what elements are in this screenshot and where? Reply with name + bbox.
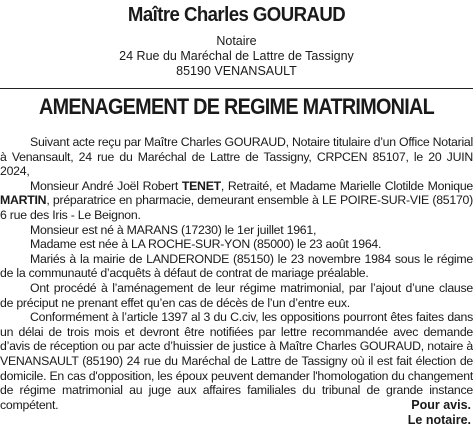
paragraph-marriage: Mariés à la mairie de LANDERONDE (85150) le 23 novembre 1984 sous le régime de la communauté d’acquêts à défaut de contrat de mariage préalable. xyxy=(0,251,473,281)
parties-text-2: , Retraité, et Madame Marielle Clotilde Monique xyxy=(220,178,473,193)
paragraph-deed: Suivant acte reçu par Maître Charles GOURAUD, Notaire titulaire d’un Office Notarial à Venansault, 24 rue du Maréchal de Lattre de Tassigny, CRPCEN 85107, le 20 JUIN 2024, xyxy=(0,135,473,179)
notary-title: Notaire xyxy=(216,34,257,48)
parties-text-1: Monsieur André Joël Robert xyxy=(30,178,182,193)
husband-surname: TENET xyxy=(181,178,221,193)
paragraph-opposition: Conformément à l’article 1397 al 3 du C.civ, les oppositions pourront êtes faites dans un délai de trois mois et devront être notifiées par lettre recommandée avec demande d’avis de réception ou par acte d’huissier de justice à Maître Charles GOURAUD, notaire à VENANSAULT (85190) 24 rue du Maréchal de Lattre de Tassigny où il est fait élection de domicile. En cas d'opposition, les époux peuvent demander l'homologation du changement de régime matrimonial au juge aux affaires familiales du tribunal de grande instance compétent. xyxy=(0,310,473,412)
paragraph-parties xyxy=(0,179,473,223)
wife-surname: MARTIN xyxy=(0,193,47,208)
signature-line-1: Pour avis. xyxy=(411,398,471,412)
parties-text-3: , préparatrice en pharmacie, demeurant ensemble à LE POIRE-SUR-VIE (85170) 6 rue des Iris - Le Beignon. xyxy=(0,193,473,222)
signature-line-2: Le notaire. xyxy=(407,413,471,427)
paragraph-amendment: Ont procédé à l’aménagement de leur régime matrimonial, par l’ajout d’une clause de préciput ne prenant effet qu’en cas de décès de l’un d’entre eux. xyxy=(0,280,473,310)
notary-city: 85190 VENANSAULT xyxy=(176,64,297,78)
paragraph-wife-birth: Madame est née à LA ROCHE-SUR-YON (85000) le 23 août 1964. xyxy=(30,237,382,252)
notary-name: Maître Charles GOURAUD xyxy=(127,4,346,26)
notary-address: 24 Rue du Maréchal de Lattre de Tassigny xyxy=(119,49,354,63)
separator-rule xyxy=(0,88,473,89)
notice-heading: AMENAGEMENT DE REGIME MATRIMONIAL xyxy=(39,94,434,119)
notice-body xyxy=(0,135,473,412)
paragraph-husband-birth: Monsieur est né à MARANS (17230) le 1er juillet 1961, xyxy=(30,222,317,237)
